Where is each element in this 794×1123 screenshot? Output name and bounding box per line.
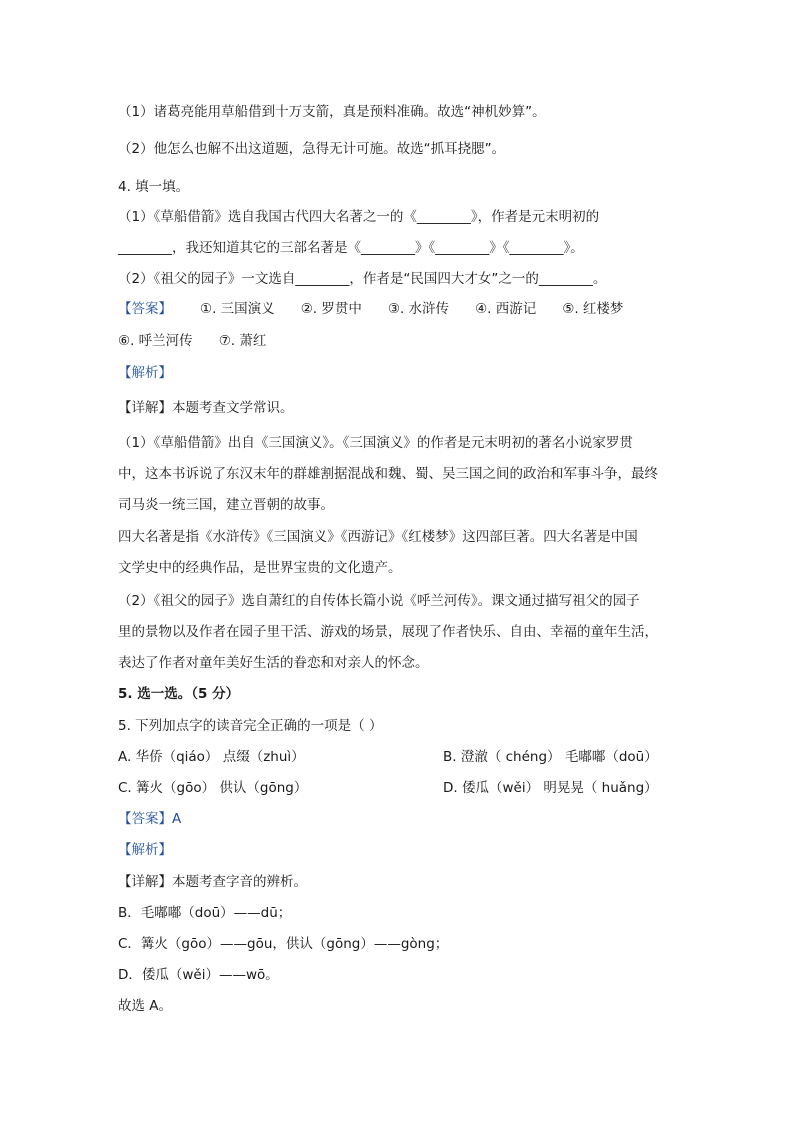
q4-detail: 【详解】本题考查文学常识。 [118, 400, 294, 416]
q5-conclusion: 故选 A。 [118, 998, 173, 1014]
q4-explanation-line: 文学史中的经典作品，是世界宝贵的文化遗产。 [118, 560, 402, 576]
q5-explanation-c: C．篝火（gōo）——gōu，供认（gōng）——gòng； [118, 936, 449, 952]
answer-item: ②. 罗贯中 [300, 301, 362, 317]
q4-explanation-line: （1）《草船借箭》出自《三国演义》。《三国演义》的作者是元末明初的著名小说家罗贯 [118, 435, 633, 451]
q4-explanation-line: 表达了作者对童年美好生活的眷恋和对亲人的怀念。 [118, 655, 429, 671]
answer-item: ③. 水浒传 [387, 301, 450, 317]
option-c: C. 篝火（gōo） 供认（gōng） [118, 780, 308, 796]
answer-item: ⑥. 呼兰河传 [118, 333, 193, 349]
intro-line-2: （2）他怎么也解不出这道题，急得无计可施。故选“抓耳挠腮”。 [118, 141, 506, 157]
q4-explanation-line: 中，这本书诉说了东汉末年的群雄割据混战和魏、蜀、吴三国之间的政治和军事斗争，最终 [118, 466, 658, 482]
q4-part2: （2）《祖父的园子》一文选自________，作者是“民国四大才女”之一的________。 [118, 271, 607, 287]
q4-answer-row-2 [118, 331, 292, 351]
q5-analysis-label: 【解析】 [118, 842, 172, 858]
question-4-title: 4. 填一填。 [118, 179, 190, 195]
q4-part1-line-b: ________，我还知道其它的三部名著是《________》《________》《________》。 [118, 240, 584, 256]
answer-item: ①. 三国演义 [200, 301, 275, 317]
question-5-text: 5. 下列加点字的读音完全正确的一项是（ ） [118, 718, 383, 734]
answer-item: ⑦. 萧红 [218, 333, 267, 349]
q4-answer-row-1 [118, 299, 649, 319]
q5-answer: 【答案】A [118, 811, 182, 827]
option-d: D. 倭瓜（wěi） 明晃晃（ huǎng） [443, 780, 658, 796]
q5-explanation-d: D．倭瓜（wěi）——wō。 [118, 967, 279, 983]
q4-part1-line-a: （1）《草船借箭》选自我国古代四大名著之一的《________》，作者是元末明初的 [118, 209, 600, 225]
answer-item: ⑤. 红楼梦 [562, 301, 624, 317]
answer-label: 【答案】 [118, 301, 172, 317]
q4-analysis-label: 【解析】 [118, 365, 172, 381]
q4-explanation-line: （2）《祖父的园子》选自萧红的自传体长篇小说《呼兰河传》。课文通过描写祖父的园子 [118, 593, 640, 609]
q5-explanation-b: B．毛嘟嘟（doū）——dū； [118, 905, 292, 921]
answer-item: ④. 西游记 [475, 301, 537, 317]
intro-line-1: （1）诸葛亮能用草船借到十万支箭，真是预料准确。故选“神机妙算”。 [118, 104, 546, 120]
question-5-heading: 5. 选一选。（5 分） [118, 686, 240, 702]
q5-detail: 【详解】本题考查字音的辨析。 [118, 874, 307, 890]
option-b: B. 澄澈（ chéng） 毛嘟嘟（doū） [443, 749, 658, 765]
q4-explanation-line: 里的景物以及作者在园子里干活、游戏的场景，展现了作者快乐、自由、幸福的童年生活， [118, 624, 658, 640]
option-a: A. 华侨（qiáo） 点缀（zhuì） [118, 749, 305, 765]
q4-explanation-line: 司马炎一统三国，建立晋朝的故事。 [118, 497, 334, 513]
q4-explanation-line: 四大名著是指《水浒传》《三国演义》《西游记》《红楼梦》这四部巨著。四大名著是中国 [118, 529, 638, 545]
